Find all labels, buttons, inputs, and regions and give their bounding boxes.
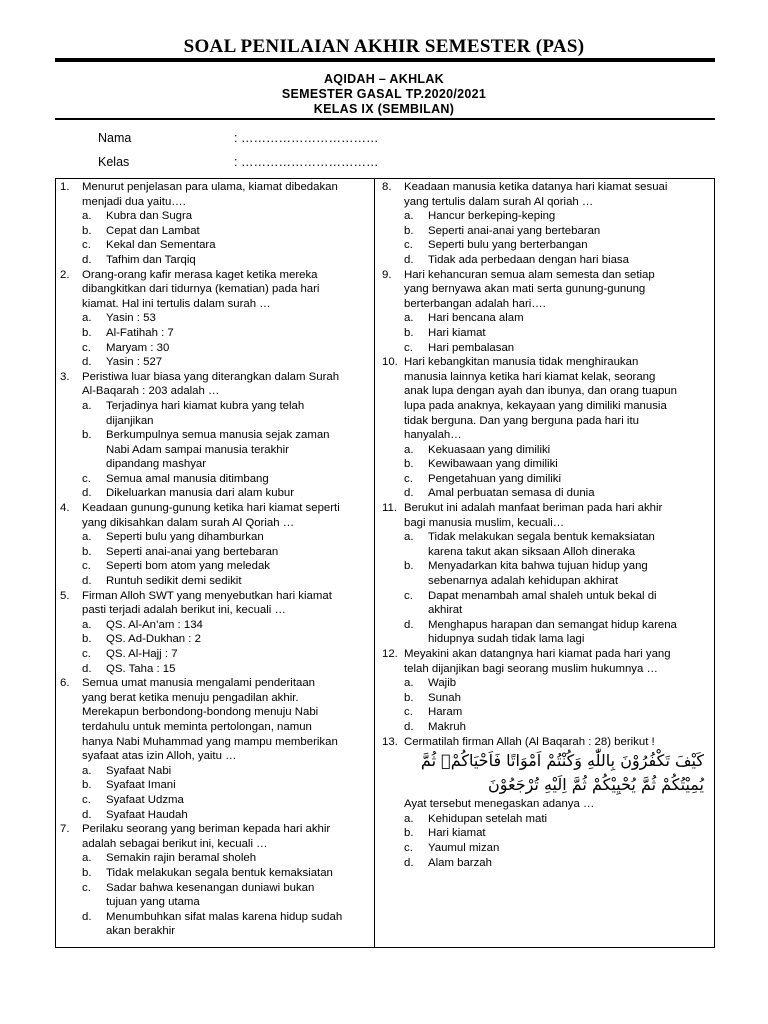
right-question-column: [382, 180, 710, 870]
question-13: [382, 735, 710, 750]
question-text-line: Orang-orang kafir merasa kaget ketika mereka: [82, 268, 318, 281]
answer-option: [382, 826, 710, 841]
option-letter: c.: [82, 881, 91, 894]
option-letter: a.: [404, 312, 414, 325]
option-text-line: Tidak melakukan segala bentuk kemaksiatan: [106, 866, 333, 879]
answer-option: [382, 341, 710, 356]
answer-option: [382, 812, 710, 827]
option-text-line: Seperti anai-anai yang bertebaran: [106, 545, 279, 558]
option-text-line: Seperti bulu yang berterbangan: [428, 239, 588, 252]
option-text-line: Kubra dan Sugra: [106, 210, 193, 223]
option-letter: a.: [404, 677, 414, 690]
option-text-line: Seperti anai-anai yang bertebaran: [428, 224, 601, 237]
question-number: 7.: [60, 823, 70, 836]
answer-option: [60, 311, 370, 326]
question-text-line: lupa pada anaknya, kekayaan yang dimiliki manusia: [404, 399, 667, 412]
option-text-line: karena takut akan siksaan Alloh dineraka: [428, 545, 636, 558]
answer-option: [60, 881, 370, 910]
option-letter: d.: [82, 662, 92, 675]
question-text-line: adalah sebagai berikut ini, kecuali …: [82, 837, 268, 850]
option-text-line: Yasin : 53: [106, 312, 156, 325]
option-letter: a.: [404, 443, 414, 456]
question-number: 8.: [382, 181, 392, 193]
answer-option: [60, 793, 370, 808]
option-text-line: Menghapus harapan dan semangat hidup karena: [428, 618, 677, 631]
question-text-line: Peristiwa luar biasa yang diterangkan dalam Surah: [82, 370, 340, 383]
question-number: 4.: [60, 502, 70, 515]
answer-option: [60, 764, 370, 779]
answer-option: [382, 224, 710, 239]
option-text-line: Hari pembalasan: [428, 341, 515, 354]
question-text-line: telah dijanjikan bagi seorang muslim hukumnya …: [404, 662, 658, 675]
answer-option: [60, 545, 370, 560]
option-letter: a.: [82, 852, 92, 865]
question-number: 9.: [382, 268, 392, 281]
question-number: 6.: [60, 677, 70, 690]
option-text-line: Seperti bom atom yang meledak: [106, 560, 270, 573]
option-letter: a.: [82, 764, 92, 777]
answer-option: [60, 910, 370, 939]
question-text-line: Berukut ini adalah manfaat beriman pada hari akhir: [404, 502, 663, 515]
option-letter: b.: [404, 458, 414, 471]
option-letter: d.: [82, 356, 92, 369]
answer-option: [382, 253, 710, 268]
question-text-line: yang tertulis dalam surah Al qoriah …: [404, 195, 594, 208]
option-text-line: Semua amal manusia ditimbang: [106, 472, 269, 485]
option-letter: b.: [404, 691, 414, 704]
option-text-line: Sadar bahwa kesenangan duniawi bukan: [106, 881, 315, 894]
answer-option: [60, 472, 370, 487]
question-item: [382, 647, 710, 676]
answer-option: [60, 238, 370, 253]
right-question-list: [382, 180, 710, 735]
option-text-line: Syafaat Haudah: [106, 808, 188, 821]
option-letter: a.: [404, 210, 414, 223]
answer-option: [382, 530, 710, 559]
question-number: 13.: [382, 735, 398, 748]
question-text-line: Semua umat manusia mengalami penderitaan: [82, 677, 316, 690]
class-heading: KELAS IX (SEMBILAN): [313, 102, 455, 116]
option-letter: c.: [82, 472, 91, 485]
question-text-line: berterbangan adalah hari….: [404, 297, 546, 310]
answer-option: [60, 224, 370, 239]
option-letter: b.: [82, 326, 92, 339]
question-text-line: syafaat atas izin Alloh, yaitu …: [82, 750, 237, 763]
question-item: [60, 501, 370, 530]
option-text-line: hidupnya sudah tidak lama lagi: [428, 633, 585, 646]
option-letter: b.: [404, 560, 414, 573]
answer-option: [382, 559, 710, 588]
question-text-line: Merekapun berbondong-bondong menuju Nabi: [82, 706, 319, 719]
option-text-line: Tafhim dan Tarqiq: [106, 253, 196, 266]
answer-option: [60, 618, 370, 633]
option-letter: d.: [82, 575, 92, 588]
option-text-line: Alam barzah: [428, 856, 492, 869]
answer-option: [382, 705, 710, 720]
option-letter: d.: [82, 253, 92, 266]
option-text-line: Syafaat Udzma: [106, 793, 184, 806]
option-letter: a.: [82, 618, 92, 631]
question-13-options: [382, 812, 710, 870]
option-text-line: Maryam : 30: [106, 341, 170, 354]
option-letter: b.: [404, 224, 414, 237]
option-text-line: QS. Ad-Dukhan : 2: [106, 633, 201, 646]
option-text-line: Cepat dan Lambat: [106, 224, 200, 237]
answer-option: [382, 443, 710, 458]
answer-option: [60, 632, 370, 647]
answer-option: [60, 559, 370, 574]
option-letter: d.: [404, 856, 414, 869]
class-label: Kelas: [98, 155, 130, 169]
option-text-line: tujuan yang utama: [106, 896, 200, 909]
arabic-verse-line: كَيْفَ تَكْفُرُوْنَ بِاللّٰهِ وَكُنْتُمْ اَمْوَاتًا فَاَحْيَاكُمْۚ ثُمَّ: [420, 751, 704, 771]
answer-option: [382, 472, 710, 487]
question-text-line: Hari kehancuran semua alam semesta dan setiap: [404, 268, 655, 281]
header-divider: [55, 118, 715, 120]
option-letter: c.: [404, 706, 413, 719]
option-text-line: Kekal dan Sementara: [106, 239, 216, 252]
question-13-prompt: Ayat tersebut menegaskan adanya …: [404, 798, 595, 811]
option-letter: a.: [82, 399, 92, 412]
answer-option: [382, 457, 710, 472]
option-text-line: Dapat menambah amal shaleh untuk bekal di: [428, 589, 657, 602]
option-letter: b.: [404, 827, 414, 840]
option-letter: d.: [82, 808, 92, 821]
document-title: SOAL PENILAIAN AKHIR SEMESTER (PAS): [183, 36, 585, 57]
option-text-line: Syafaat Imani: [106, 779, 176, 792]
option-text-line: QS. Taha : 15: [106, 662, 176, 675]
question-item: [60, 589, 370, 618]
question-text-line: menjadi dua yaitu….: [82, 195, 186, 208]
option-letter: d.: [404, 253, 414, 266]
option-letter: c.: [404, 589, 413, 602]
option-letter: a.: [404, 812, 414, 825]
question-number: 5.: [60, 589, 70, 602]
option-letter: a.: [82, 210, 92, 223]
question-text-line: bagi manusia muslim, kecuali…: [404, 516, 565, 529]
option-letter: b.: [82, 633, 92, 646]
question-number: 12.: [382, 648, 398, 660]
answer-option: [382, 486, 710, 501]
answer-option: [382, 326, 710, 341]
answer-option: [382, 841, 710, 856]
question-number: 11.: [382, 502, 397, 515]
option-letter: d.: [404, 720, 414, 733]
option-text-line: Tidak ada perbedaan dengan hari biasa: [428, 253, 629, 266]
answer-option: [382, 589, 710, 618]
option-text-line: Kekuasaan yang dimiliki: [428, 443, 551, 456]
answer-option: [382, 856, 710, 871]
question-number: 3.: [60, 370, 70, 383]
option-letter: c.: [404, 841, 413, 854]
question-text-line: dibangkitkan dari tidurnya (kematian) pada hari: [82, 283, 320, 296]
answer-option: [60, 355, 370, 370]
option-text-line: Tidak melakukan segala bentuk kemaksiatan: [428, 531, 655, 544]
question-text-line: anak lupa dengan ayah dan ibunya, dan orang tuapun: [404, 385, 677, 398]
option-letter: d.: [82, 910, 92, 923]
answer-option: [60, 209, 370, 224]
question-text-line: Firman Alloh SWT yang menyebutkan hari kiamat: [82, 589, 332, 602]
subject-heading: AQIDAH – AKHLAK: [323, 72, 444, 86]
option-text-line: Haram: [428, 706, 463, 719]
question-text-line: Perilaku seorang yang beriman kepada hari akhir: [82, 823, 331, 836]
option-text-line: Pengetahuan yang dimiliki: [428, 472, 561, 485]
answer-option: [60, 486, 370, 501]
option-text-line: Wajib: [428, 677, 457, 690]
option-text-line: Menumbuhkan sifat malas karena hidup sudah: [106, 910, 343, 923]
name-label: Nama: [98, 131, 132, 145]
question-text-line: terdahulu untuk meminta pertolongan, namun: [82, 720, 312, 733]
option-text-line: Kehidupan setelah mati: [428, 812, 548, 825]
option-text-line: Makruh: [428, 720, 466, 733]
question-text-line: Meyakini akan datangnya hari kiamat pada hari yang: [404, 648, 671, 660]
option-text-line: Syafaat Nabi: [106, 764, 172, 777]
question-text-line: yang dikisahkan dalam surah Al Qoriah …: [82, 516, 295, 529]
question-text-line: Keadaan gunung-gunung ketika hari kiamat seperti: [82, 502, 340, 515]
option-letter: a.: [82, 531, 92, 544]
option-letter: b.: [82, 779, 92, 792]
option-text-line: Runtuh sedikit demi sedikit: [106, 575, 242, 588]
answer-option: [382, 676, 710, 691]
option-text-line: akan berakhir: [106, 925, 176, 938]
answer-option: [60, 399, 370, 428]
option-text-line: Hari bencana alam: [428, 312, 524, 325]
question-item: [382, 268, 710, 312]
answer-option: [382, 209, 710, 224]
answer-option: [60, 253, 370, 268]
left-question-column: [60, 180, 370, 939]
question-stem: Cermatilah firman Allah (Al Baqarah : 28) berikut !: [404, 735, 655, 748]
option-text-line: sebenarnya adalah kehidupan akhirat: [428, 575, 618, 588]
question-text-line: tidak berguna. Dan yang berguna pada hari itu: [404, 414, 639, 427]
answer-option: [382, 720, 710, 735]
option-letter: d.: [82, 487, 92, 500]
option-letter: b.: [82, 429, 92, 442]
question-text-line: kiamat. Hal ini tertulis dalam surah …: [82, 297, 271, 310]
question-item: [382, 501, 710, 530]
answer-option: [60, 808, 370, 823]
option-letter: d.: [404, 487, 414, 500]
option-letter: b.: [82, 545, 92, 558]
option-text-line: Semakin rajin beramal sholeh: [106, 852, 257, 865]
answer-option: [60, 851, 370, 866]
answer-option: [382, 238, 710, 253]
option-text-line: Yasin : 527: [106, 356, 163, 369]
option-letter: c.: [404, 341, 413, 354]
option-text-line: Amal perbuatan semasa di dunia: [428, 487, 595, 500]
answer-option: [60, 662, 370, 677]
option-letter: c.: [82, 341, 91, 354]
question-number: 10.: [382, 356, 398, 369]
question-item: [60, 180, 370, 209]
option-letter: c.: [82, 239, 91, 252]
option-text-line: Sunah: [428, 691, 461, 704]
option-text-line: QS. Al-An’am : 134: [106, 618, 203, 631]
option-text-line: akhirat: [428, 604, 463, 617]
answer-option: [60, 866, 370, 881]
answer-option: [60, 647, 370, 662]
semester-heading: SEMESTER GASAL TP.2020/2021: [281, 87, 487, 101]
option-text-line: dijanjikan: [106, 414, 154, 427]
question-number: 1.: [60, 181, 70, 193]
option-letter: c.: [404, 239, 413, 252]
option-text-line: Dikeluarkan manusia dari alam kubur: [106, 487, 295, 500]
option-letter: b.: [404, 326, 414, 339]
option-text-line: Hari kiamat: [428, 827, 486, 840]
option-text-line: Berkumpulnya semua manusia sejak zaman: [106, 429, 330, 442]
option-text-line: Hari kiamat: [428, 326, 486, 339]
question-text-line: Menurut penjelasan para ulama, kiamat dibedakan: [82, 181, 338, 193]
option-text-line: Kewibawaan yang dimiliki: [428, 458, 558, 471]
option-letter: b.: [82, 866, 92, 879]
column-divider: [374, 178, 375, 948]
question-text-line: Keadaan manusia ketika datanya hari kiamat sesuai: [404, 181, 668, 193]
option-letter: d.: [404, 618, 414, 631]
question-item: [60, 676, 370, 764]
option-letter: c.: [404, 472, 413, 485]
option-text-line: Hancur berkeping-keping: [428, 210, 556, 223]
name-field[interactable]: : ……………………………: [234, 131, 379, 145]
question-text-line: hanya Nabi Muhammad yang mampu memberikan: [82, 735, 338, 748]
question-item: [60, 268, 370, 312]
answer-option: [60, 341, 370, 356]
answer-option: [60, 574, 370, 589]
question-text-line: manusia lainnya ketika hari kiamat kelak, seorang: [404, 370, 656, 383]
question-text-line: pasti terjadi adalah berikut ini, kecuali …: [82, 604, 286, 617]
option-text-line: Yaumul mizan: [428, 841, 500, 854]
answer-option: [60, 428, 370, 472]
question-text-line: yang bernyawa akan mati serta gunung-gunung: [404, 283, 646, 296]
option-letter: c.: [82, 560, 91, 573]
question-item: [60, 822, 370, 851]
option-text-line: Menyadarkan kita bahwa tujuan hidup yang: [428, 560, 648, 573]
answer-option: [60, 326, 370, 341]
answer-option: [382, 311, 710, 326]
answer-option: [60, 778, 370, 793]
option-text-line: QS. Al-Hajj : 7: [106, 648, 178, 660]
question-item: [60, 370, 370, 399]
option-letter: a.: [82, 312, 92, 325]
answer-option: [60, 530, 370, 545]
title-underline: [55, 58, 715, 62]
arabic-verse-line: يُمِيْتُكُمْ ثُمَّ يُحْيِيْكُمْ ثُمَّ اِلَيْهِ تُرْجَعُوْنَ: [487, 775, 704, 795]
answer-option: [382, 618, 710, 647]
question-text-line: yang berat ketika menuju pengadilan akhir.: [82, 691, 299, 704]
option-letter: b.: [82, 224, 92, 237]
option-text-line: Nabi Adam sampai manusia terakhir: [106, 443, 289, 456]
option-text-line: dipandang mashyar: [106, 458, 207, 471]
question-text-line: hanyalah…: [404, 429, 462, 442]
question-number: 2.: [60, 268, 70, 281]
option-text-line: Seperti bulu yang dihamburkan: [106, 531, 264, 544]
option-text-line: Al-Fatihah : 7: [106, 326, 174, 339]
question-text-line: Hari kebangkitan manusia tidak menghiraukan: [404, 356, 639, 369]
answer-option: [382, 691, 710, 706]
class-field[interactable]: : ……………………………: [234, 155, 379, 169]
question-item: [382, 355, 710, 443]
option-letter: a.: [404, 531, 414, 544]
option-letter: c.: [82, 793, 91, 806]
option-text-line: Terjadinya hari kiamat kubra yang telah: [106, 399, 305, 412]
question-item: [382, 180, 710, 209]
question-text-line: Al-Baqarah : 203 adalah …: [82, 385, 220, 398]
option-letter: c.: [82, 648, 91, 660]
